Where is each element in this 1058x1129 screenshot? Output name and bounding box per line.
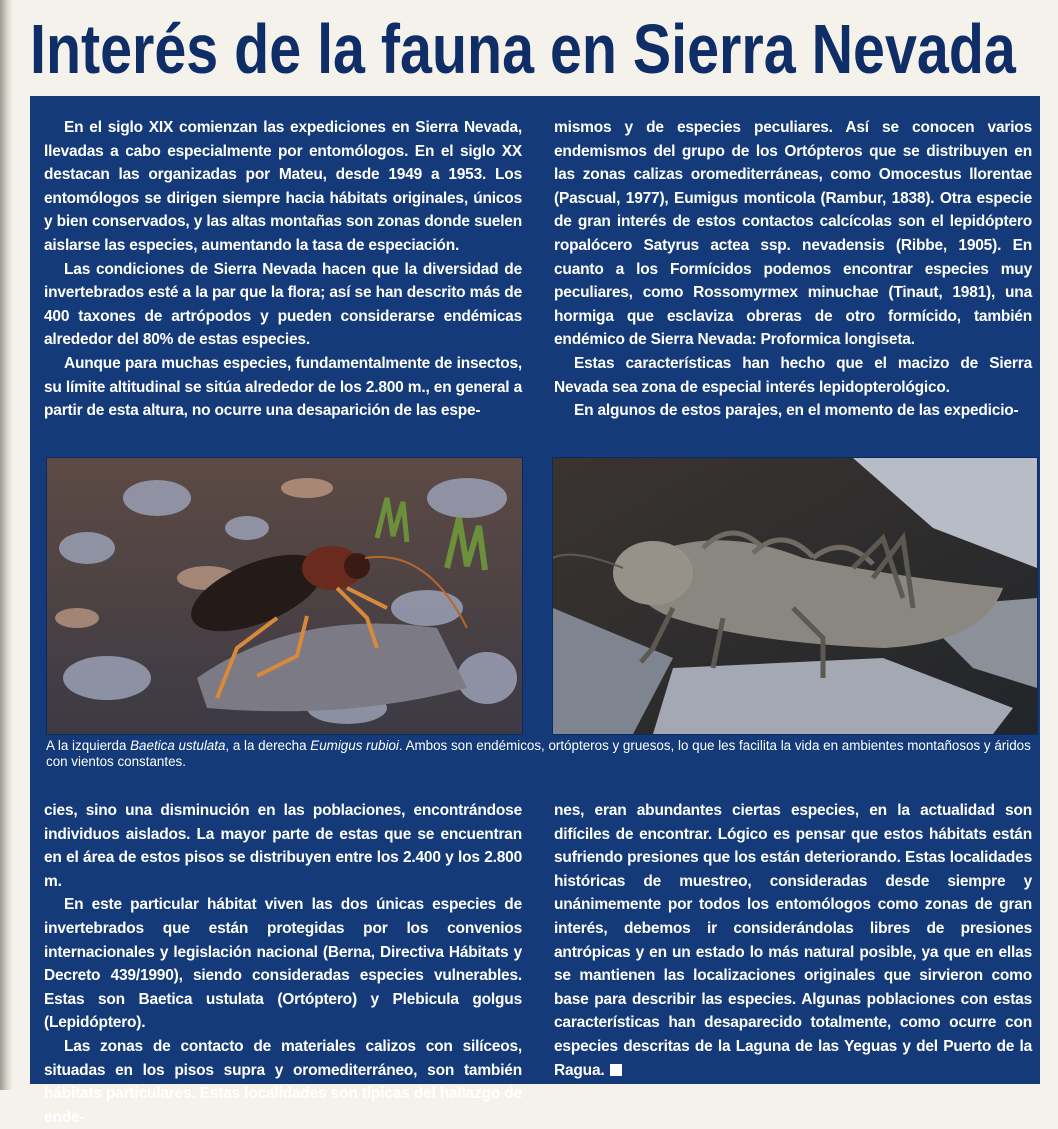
caption-text: . Ambos son endémicos, ortópteros y gruesos, lo que les facilita la vida en ambientes montañosos y áridos con vientos constantes. [46, 738, 1031, 769]
paragraph: Estas características han hecho que el macizo de Sierra Nevada sea zona de especial interés lepidopterológico. [554, 354, 1032, 396]
paragraph: En este particular hábitat viven las dos únicas especies de invertebrados que están protegidas por los convenios internacionales y legislación nacional (Berna, Directiva Hábitats y Decreto 439/1990), siendo consideradas especies vulnerables. Estas son Baetica ustulata (Ortóptero) y Plebicula golgus (Lepidóptero). [44, 896, 522, 1032]
caption-text: , a la derecha [225, 738, 311, 753]
page-binding-shadow [0, 0, 12, 1090]
article-title: Interés de la fauna en Sierra Nevada [30, 10, 1016, 88]
paragraph: En el siglo XIX comienzan las expediciones en Sierra Nevada, llevadas a cabo especialmente por entomólogos. En el siglo XX destacan las organizadas por Mateu, desde 1949 a 1953. Los entomólogos se dirigen siempre hacia hábitats originales, únicos y bien conservados, y las altas montañas son zonas donde suelen aislarse las especies, aumentando la tasa de especiación. [44, 119, 522, 254]
paragraph: En algunos de estos parajes, en el momento de las expedicio- [574, 402, 1019, 420]
text-column-2 [554, 116, 1032, 423]
text-column-4 [554, 799, 1032, 1082]
caption-species-left: Baetica ustulata [130, 738, 226, 753]
caption-species-right: Eumigus rubioi [310, 738, 399, 753]
caption-text: A la izquierda [46, 738, 131, 753]
paragraph: mismos y de especies peculiares. Así se conocen varios endemismos del grupo de los Ortópteros que se distribuyen en las zonas calizas oromediterráneas, como Omocestus llorentae (Pascual, 1977), Eumigus monticola (Rambur, 1838). Otra especie de gran interés de estos contactos calcícolas son el lepidóptero ropalócero Satyrus actea ssp. nevadensis (Ribbe, 1905). En cuanto a los Formícidos podemos encontrar especies muy peculiares, como Rossomyrmex minuchae (Tinaut, 1981), una hormiga que esclaviza obreras de otro formícido, también endémico de Sierra Nevada: Proformica longiseta. [554, 119, 1032, 349]
end-of-article-mark [610, 1064, 622, 1076]
photo-baetica-ustulata [46, 457, 523, 735]
paragraph: Las zonas de contacto de materiales calizos con silíceos, situadas en los pisos supra y oromediterráneo, son también hábitats particulares. Estas localidades son típicas del hallazgo de ende- [44, 1037, 522, 1126]
paragraph: Las condiciones de Sierra Nevada hacen que la diversidad de invertebrados esté a la par que la flora; así se han descrito más de 400 taxones de artrópodos y pueden considerarse endémicas alrededor del 80% de estas especies. [44, 260, 522, 349]
photo-caption [46, 738, 1036, 770]
text-column-3 [44, 799, 522, 1129]
paragraph: cies, sino una disminución en las poblaciones, encontrándose individuos aislados. La mayor parte de estas que se encuentran en el área de estos pisos se distribuyen entre los 2.400 y los 2.800 m. [44, 802, 522, 890]
text-column-1 [44, 116, 522, 423]
paragraph-final [554, 799, 1032, 1082]
paragraph-text: nes, eran abundantes ciertas especies, en la actualidad son difíciles de encontrar. Lógico es pensar que estos hábitats están sufriendo presiones que los están deteriorando. Estas localidades históricas de muestreo, consideradas desde siempre y unánimemente por todos los entomólogos como zonas de gran interés, debemos ir considerándolas libres de presiones antrópicas y en un estado lo más natural posible, ya que en ellas se mantienen las localizaciones originales que sirvieron como base para describir las especies. Algunas poblaciones con estas características han desaparecido totalmente, como ocurre con especies descritas de la Laguna de las Yeguas y del Puerto de la Ragua. [554, 802, 1032, 1079]
photo-eumigus-rubioi [552, 457, 1038, 735]
paragraph: Aunque para muchas especies, fundamentalmente de insectos, su límite altitudinal se sitúa alrededor de los 2.800 m., en general a partir de esta altura, no ocurre una desaparición de las espe- [44, 354, 522, 420]
article-panel [30, 96, 1040, 1126]
